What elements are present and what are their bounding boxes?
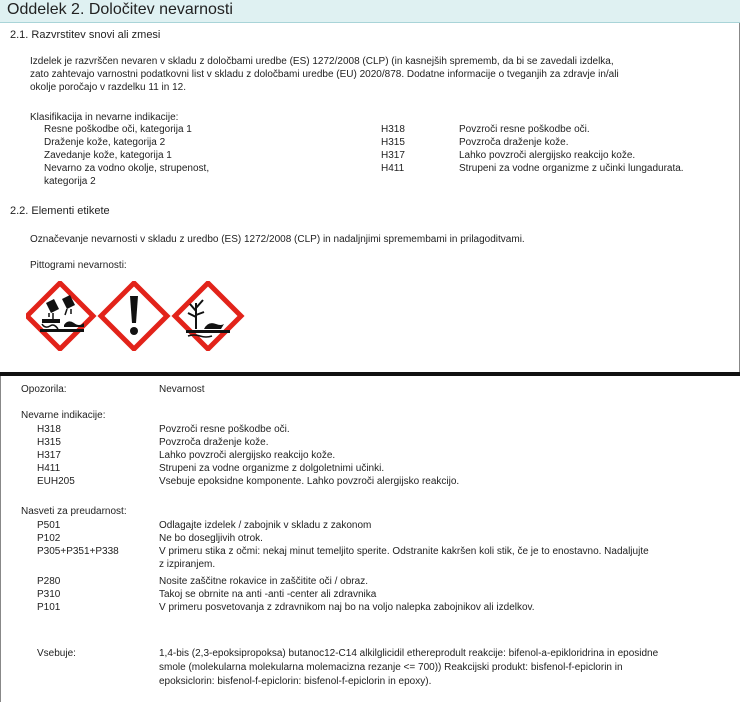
precaution-text: V primeru stika z očmi: nekaj minut temeljito sperite. Odstranite kakršen koli stik, če je to enostavno. Nadaljujte <box>159 546 649 557</box>
s21-para-line-3: okolje poročajo v razdelku 11 in 12. <box>30 82 187 93</box>
contains-line-3: epoksiclorin: bisfenol-f-epiclorin: bisfenol-f-epiclorin in epoxy). <box>159 676 432 687</box>
precautionary-label: Nasveti za preudarnost: <box>21 506 127 517</box>
corrosion-icon <box>27 283 93 349</box>
precaution-text: Nosite zaščitne rokavice in zaščitite oči / obraz. <box>159 576 368 587</box>
hazard-code: H315 <box>37 437 61 448</box>
s21-para-line-2: zato zahtevajo varnostni podatkovni list v skladu z določbami uredbe (EU) 2020/878. Dodatne informacije o tveganjih za zdravje in/ali <box>30 69 619 80</box>
hazard-code: EUH205 <box>37 476 75 487</box>
pictogram-label: Pittogrami nevarnosti: <box>30 260 127 271</box>
classification-label: Klasifikacija in nevarne indikacije: <box>30 112 179 123</box>
classification-name-cont: kategorija 2 <box>44 176 96 187</box>
environment-icon <box>175 283 241 349</box>
precaution-code: P101 <box>37 602 61 613</box>
precaution-text: Takoj se obrnite na anti -anti -center ali zdravnika <box>159 589 377 600</box>
hazard-statements-label: Nevarne indikacije: <box>21 410 106 421</box>
classification-code: H411 <box>381 163 405 174</box>
classification-name: Zavedanje kože, kategorija 1 <box>44 150 172 161</box>
warning-label: Opozorila: <box>21 384 67 395</box>
s21-heading: 2.1. Razvrstitev snovi ali zmesi <box>10 29 161 41</box>
exclamation-icon <box>101 283 167 349</box>
s22-para: Označevanje nevarnosti v skladu z uredbo (ES) 1272/2008 (CLP) in nadaljnjimi spremembami in prilagoditvami. <box>30 234 525 245</box>
contains-label: Vsebuje: <box>37 648 76 659</box>
classification-code: H318 <box>381 124 405 135</box>
classification-text: Lahko povzroči alergijsko reakcijo kože. <box>459 150 636 161</box>
section-header <box>0 0 740 23</box>
classification-text: Strupeni za vodne organizme z učinki lungadurata. <box>459 163 684 174</box>
hazard-text: Povzroči resne poškodbe oči. <box>159 424 290 435</box>
classification-name: Resne poškodbe oči, kategorija 1 <box>44 124 192 135</box>
classification-code: H315 <box>381 137 405 148</box>
precaution-code: P280 <box>37 576 61 587</box>
hazard-code: H411 <box>37 463 61 474</box>
s22-heading: 2.2. Elementi etikete <box>10 205 110 217</box>
contains-line-2: smole (molekularna molekularna molemacizna rezanje <= 700)) Reakcijski produkt: bisfenol-f-epiclorin in <box>159 662 623 673</box>
precaution-code: P310 <box>37 589 61 600</box>
classification-text: Povzroči resne poškodbe oči. <box>459 124 590 135</box>
classification-text: Povzroča draženje kože. <box>459 137 569 148</box>
precaution-text-cont: z izpiranjem. <box>159 559 216 570</box>
precaution-text: V primeru posvetovanja z zdravnikom naj bo na voljo nalepka zabojnikov ali izdelkov. <box>159 602 535 613</box>
hazard-text: Vsebuje epoksidne komponente. Lahko povzroči alergijsko reakcijo. <box>159 476 460 487</box>
hazard-code: H318 <box>37 424 61 435</box>
precaution-text: Ne bo dosegljivih otrok. <box>159 533 263 544</box>
contains-line-1: 1,4-bis (2,3-epoksipropoksa) butanoc12-C14 alkilglicidil ethereprodult reakcije: bifenol-a-epikloridrina in eposidne <box>159 648 659 659</box>
hazard-text: Povzroča draženje kože. <box>159 437 269 448</box>
hazard-pictograms <box>26 281 246 351</box>
hazard-code: H317 <box>37 450 61 461</box>
classification-name: Nevarno za vodno okolje, strupenost, <box>44 163 210 174</box>
classification-code: H317 <box>381 150 405 161</box>
precaution-code: P501 <box>37 520 61 531</box>
hazard-text: Strupeni za vodne organizme z dolgoletnimi učinki. <box>159 463 385 474</box>
section-title: Oddelek 2. Določitev nevarnosti <box>7 1 233 18</box>
s21-para-line-1: Izdelek je razvrščen nevaren v skladu z določbami uredbe (ES) 1272/2008 (CLP) (in kasnejših sprememb, da bi se zavedali izdelka, <box>30 56 614 67</box>
precaution-text: Odlagajte izdelek / zabojnik v skladu z zakonom <box>159 520 372 531</box>
precaution-code: P305+P351+P338 <box>37 546 119 557</box>
hazard-text: Lahko povzroči alergijsko reakcijo kože. <box>159 450 336 461</box>
warning-value: Nevarnost <box>159 384 205 395</box>
label-elements-panel <box>0 376 740 702</box>
classification-name: Draženje kože, kategorija 2 <box>44 137 166 148</box>
precaution-code: P102 <box>37 533 61 544</box>
